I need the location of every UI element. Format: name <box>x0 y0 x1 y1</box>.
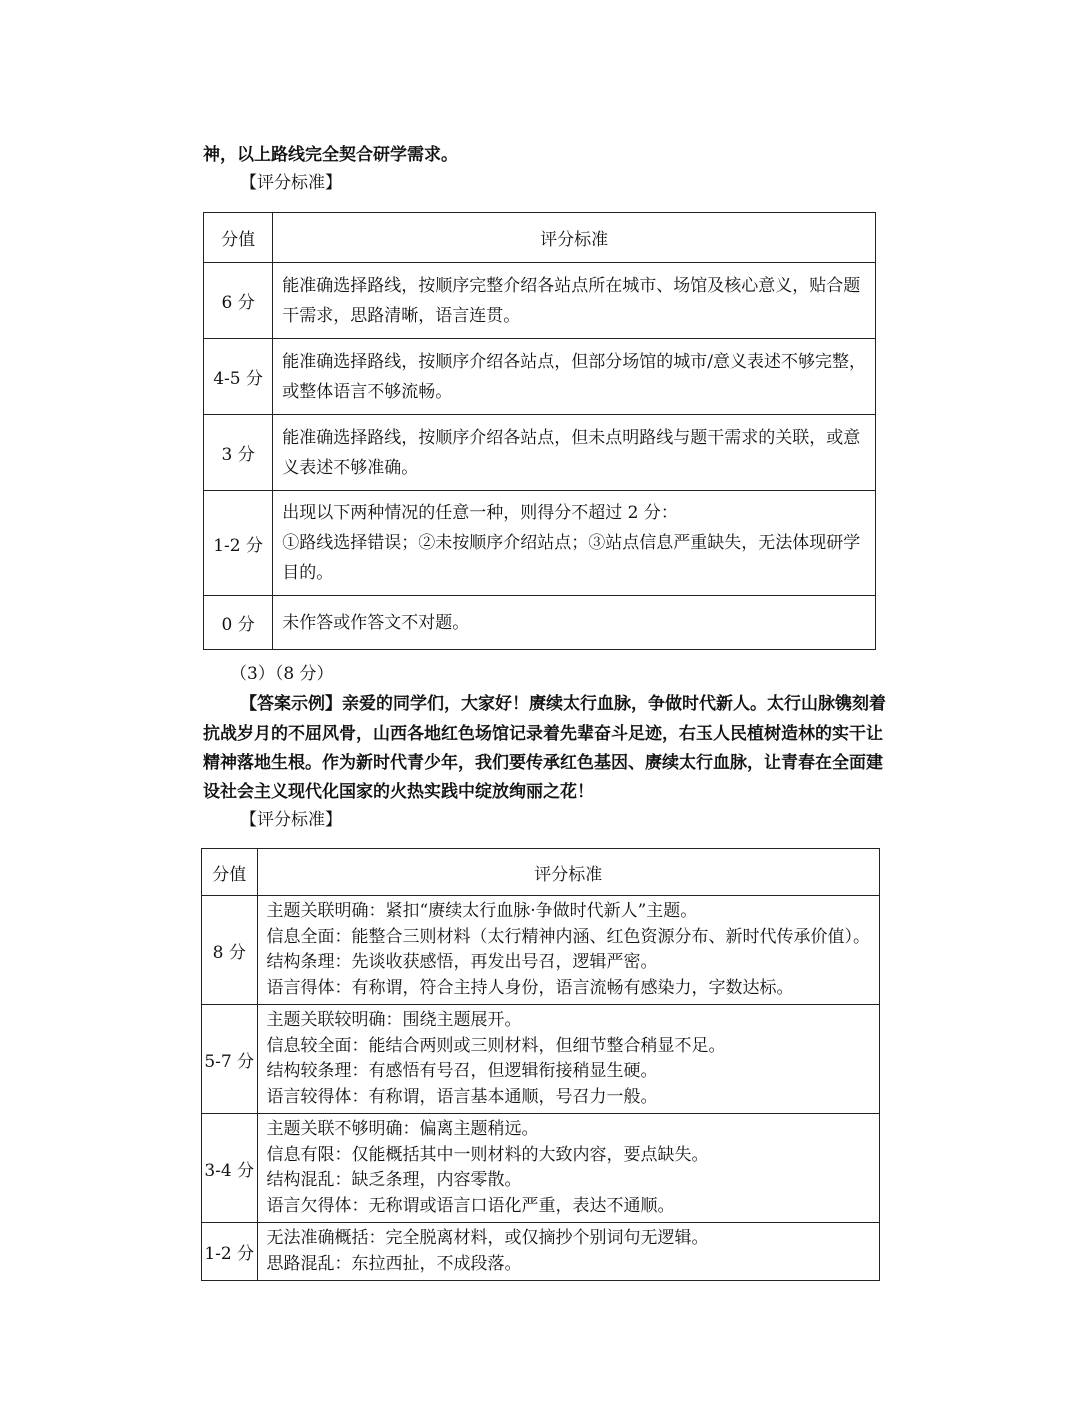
criteria-line: 思路混乱：东拉西扯，不成段落。 <box>266 1253 522 1274</box>
answer-example-line: 设社会主义现代化国家的火热实践中绽放绚丽之花！ <box>203 782 594 802</box>
criteria-line: 义表述不够准确。 <box>282 457 419 478</box>
row-score: 1-2 分 <box>202 1223 258 1281</box>
scoring-table-2 <box>201 848 880 1281</box>
table-row <box>202 1223 880 1281</box>
scoring-table-1 <box>203 212 876 650</box>
criteria-line: 干需求，思路清晰，语言连贯。 <box>282 305 521 326</box>
header-score: 分值 <box>204 213 273 263</box>
row-criteria <box>257 896 880 1005</box>
row-score: 3 分 <box>204 415 273 491</box>
criteria-line: 主题关联不够明确：偏离主题稍远。 <box>266 1119 539 1139</box>
criteria-line: 能准确选择路线，按顺序介绍各站点，但部分场馆的城市/意义表述不够完整， <box>282 351 866 372</box>
criteria-line: 语言欠得体：无称谓或语言口语化严重，表达不通顺。 <box>266 1195 675 1216</box>
criteria-line: 能准确选择路线，按顺序介绍各站点，但未点明路线与题干需求的关联，或意 <box>282 427 861 448</box>
criteria-line: 结构混乱：缺乏条理，内容零散。 <box>266 1170 522 1190</box>
criteria-line: 主题关联较明确：围绕主题展开。 <box>266 1010 522 1030</box>
row-score: 1-2 分 <box>204 491 273 596</box>
row-criteria <box>273 596 876 650</box>
criteria-line: 出现以下两种情况的任意一种，则得分不超过 2 分： <box>282 503 678 523</box>
answer-example-line: 【答案示例】亲爱的同学们，大家好！赓续太行血脉，争做时代新人。太行山脉镌刻着 <box>240 694 886 714</box>
row-criteria <box>257 1114 880 1223</box>
table-row <box>204 263 876 339</box>
criteria-line: 主题关联明确：紧扣“赓续太行血脉·争做时代新人”主题。 <box>266 901 698 921</box>
answer-example-line: 精神落地生根。作为新时代青少年，我们要传承红色基因、赓续太行血脉，让青春在全面建 <box>203 753 883 773</box>
header-criteria: 评分标准 <box>273 213 876 263</box>
header-criteria: 评分标准 <box>257 849 880 896</box>
criteria-line: 语言较得体：有称谓，语言基本通顺，号召力一般。 <box>266 1086 658 1107</box>
criteria-line: 或整体语言不够流畅。 <box>282 381 453 402</box>
criteria-line: 语言得体：有称谓，符合主持人身份，语言流畅有感染力，字数达标。 <box>266 977 794 998</box>
row-criteria <box>257 1223 880 1281</box>
scoring-heading-1: 【评分标准】 <box>240 173 342 193</box>
table-row <box>204 415 876 491</box>
row-score: 4-5 分 <box>204 339 273 415</box>
row-score: 6 分 <box>204 263 273 339</box>
criteria-line: 结构较条理：有感悟有号召，但逻辑衔接稍显生硬。 <box>266 1061 658 1081</box>
table-row <box>204 491 876 596</box>
table-row <box>202 1005 880 1114</box>
row-criteria <box>273 415 876 491</box>
table-row <box>204 596 876 650</box>
table-row <box>202 1114 880 1223</box>
answer-example-line: 抗战岁月的不屈风骨，山西各地红色场馆记录着先辈奋斗足迹，右玉人民植树造林的实干让 <box>203 724 883 744</box>
row-score: 8 分 <box>202 896 258 1005</box>
table-row <box>204 339 876 415</box>
header-score: 分值 <box>202 849 258 896</box>
row-criteria <box>273 263 876 339</box>
row-score: 5-7 分 <box>202 1005 258 1114</box>
intro-line: 神，以上路线完全契合研学需求。 <box>203 145 458 165</box>
criteria-line: 信息较全面：能结合两则或三则材料，但细节整合稍显不足。 <box>266 1035 726 1056</box>
table-header-row <box>202 849 880 896</box>
criteria-line: 无法准确概括：完全脱离材料，或仅摘抄个别词句无逻辑。 <box>266 1228 709 1248</box>
criteria-line: 信息全面：能整合三则材料（太行精神内涵、红色资源分布、新时代传承价值）。 <box>266 926 870 947</box>
row-score: 3-4 分 <box>202 1114 258 1223</box>
question-3-label: （3）（8 分） <box>230 664 334 684</box>
row-criteria <box>257 1005 880 1114</box>
table-header-row <box>204 213 876 263</box>
row-criteria <box>273 491 876 596</box>
criteria-line: ①路线选择错误；②未按顺序介绍站点；③站点信息严重缺失，无法体现研学 <box>282 533 861 553</box>
criteria-line: 未作答或作答文不对题。 <box>282 612 470 633</box>
scoring-heading-2: 【评分标准】 <box>240 810 342 830</box>
table-row <box>202 896 880 1005</box>
criteria-line: 结构条理：先谈收获感悟，再发出号召，逻辑严密。 <box>266 952 658 972</box>
row-score: 0 分 <box>204 596 273 650</box>
criteria-line: 能准确选择路线，按顺序完整介绍各站点所在城市、场馆及核心意义，贴合题 <box>282 275 861 296</box>
row-criteria <box>273 339 876 415</box>
criteria-line: 目的。 <box>282 563 334 583</box>
criteria-line: 信息有限：仅能概括其中一则材料的大致内容，要点缺失。 <box>266 1144 709 1165</box>
